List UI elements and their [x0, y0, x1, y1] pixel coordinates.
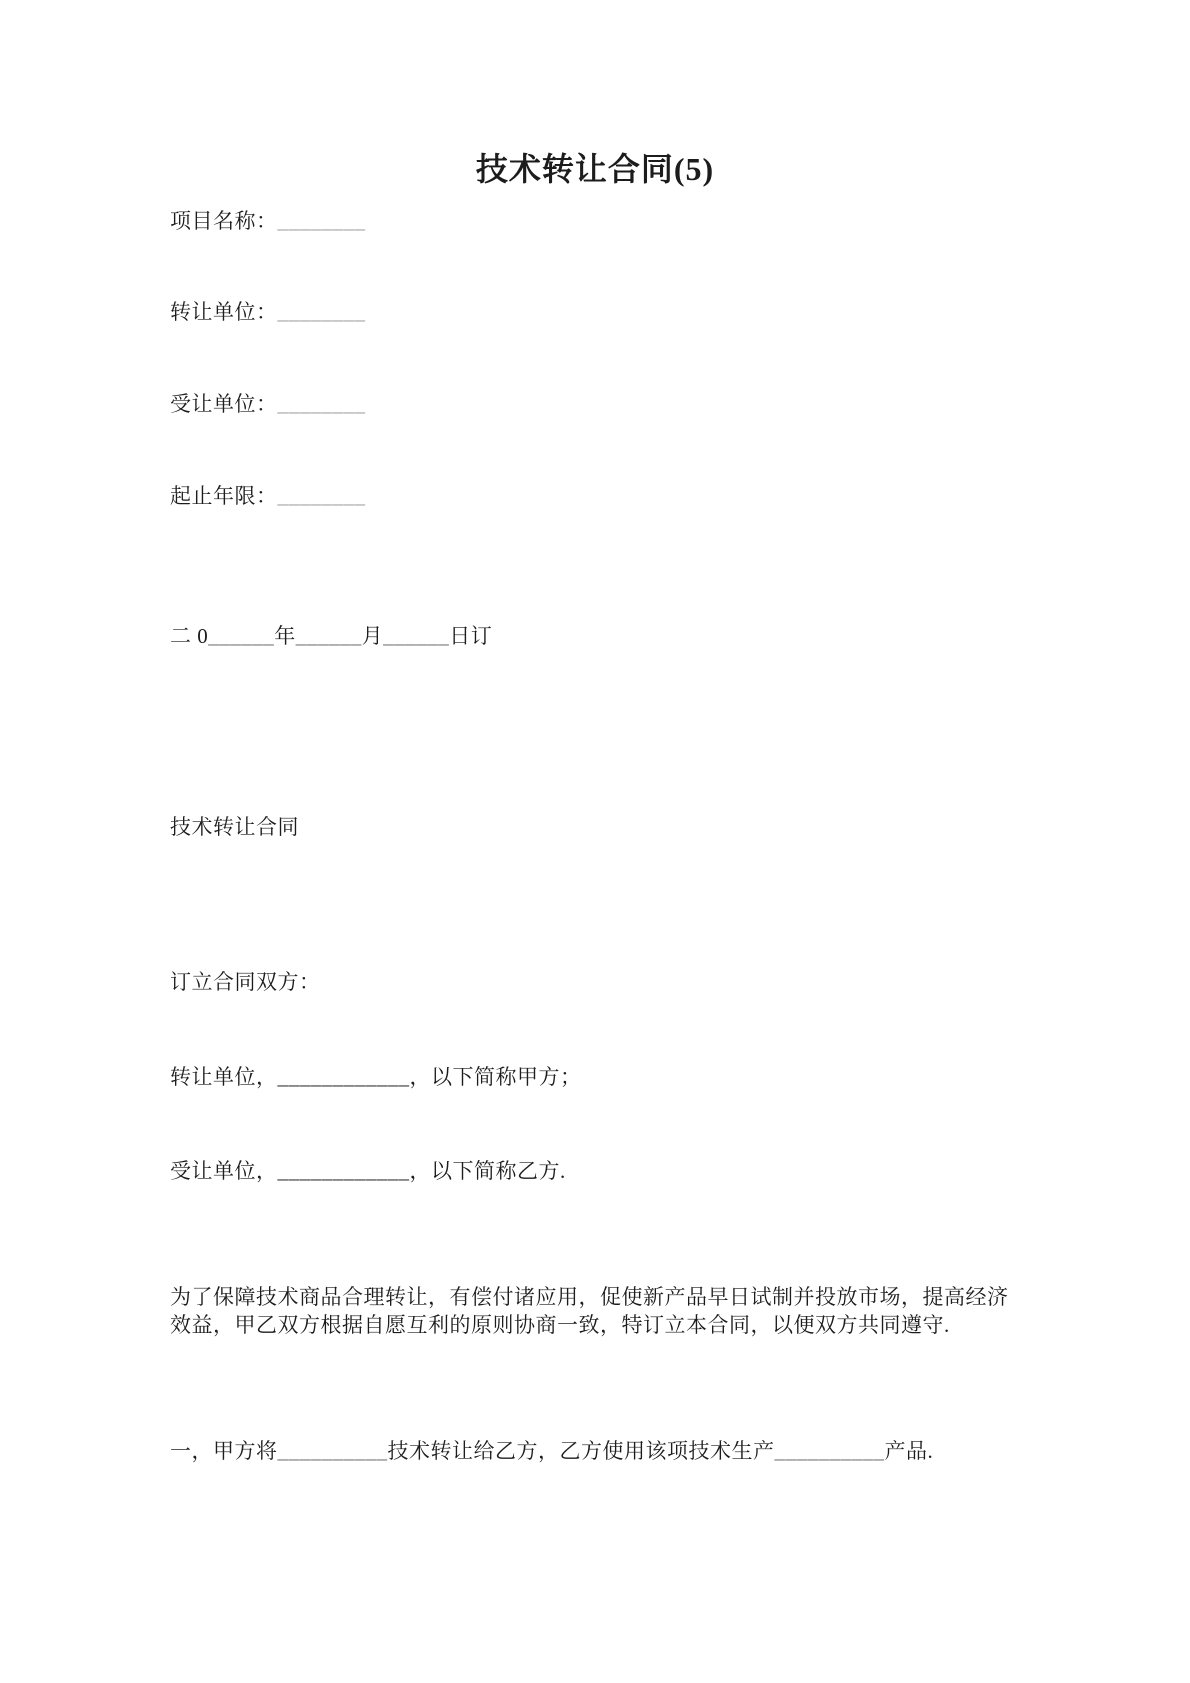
blank-line: ________	[277, 209, 366, 233]
parties-heading: 订立合同双方：	[170, 970, 321, 994]
date-year-label: 年	[274, 624, 296, 648]
blank-line: ________	[277, 300, 366, 324]
preamble-paragraph: 为了保障技术商品合理转让，有偿付诸应用，促使新产品早日试制并投放市场，提高经济效益，甲乙双方根据自愿互利的原则协商一致，特订立本合同，以便双方共同遵守.	[170, 1285, 1009, 1337]
date-prefix: 二 0	[170, 624, 209, 648]
clause-text: 技术转让给乙方，乙方使用该项技术生产	[387, 1439, 775, 1463]
field-label: 转让单位：	[170, 300, 278, 324]
blank-line: ____________	[277, 1065, 410, 1089]
date-day-label: 日订	[449, 624, 493, 648]
blank-line: ________	[277, 392, 366, 416]
clause-text: 产品.	[884, 1439, 934, 1463]
field-line-transferee	[170, 394, 366, 415]
party-label: 转让单位，	[170, 1065, 278, 1089]
blank-line: ______	[208, 624, 275, 648]
party-suffix: ，以下简称甲方；	[409, 1065, 582, 1089]
blank-line: ______	[295, 624, 362, 648]
field-label: 起止年限：	[170, 484, 278, 508]
blank-line: __________	[774, 1439, 885, 1463]
field-line-duration	[170, 486, 366, 507]
field-line-project-name	[170, 211, 366, 232]
blank-line: ______	[383, 624, 450, 648]
party-line-a	[170, 1067, 582, 1088]
party-line-b	[170, 1161, 566, 1182]
field-label: 项目名称：	[170, 209, 278, 233]
blank-line: ________	[277, 484, 366, 508]
party-label: 受让单位，	[170, 1159, 278, 1183]
document-title: 技术转让合同(5)	[475, 151, 715, 187]
date-month-label: 月	[361, 624, 384, 648]
party-suffix: ，以下简称乙方.	[409, 1159, 566, 1183]
clause-text: 一，甲方将	[170, 1439, 278, 1463]
blank-line: ____________	[277, 1159, 410, 1183]
document-subtitle: 技术转让合同	[170, 815, 299, 839]
date-line	[170, 626, 492, 647]
clause-1-line	[170, 1441, 933, 1462]
blank-line: __________	[277, 1439, 388, 1463]
field-line-transferor	[170, 302, 366, 323]
field-label: 受让单位：	[170, 392, 278, 416]
